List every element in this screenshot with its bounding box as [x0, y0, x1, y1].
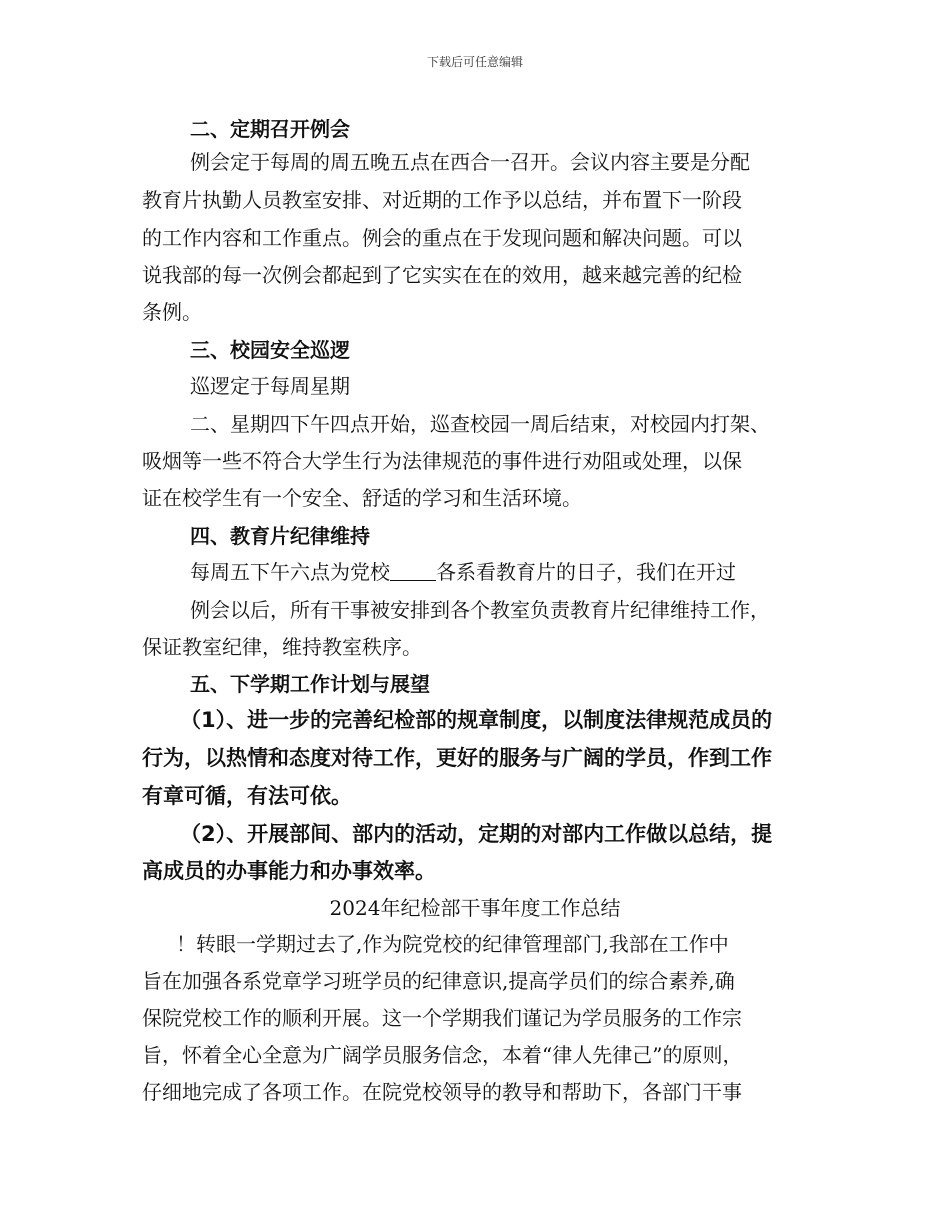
paragraph-line: 保院党校工作的顺利开展。这一个学期我们谨记为学员服务的工作宗	[142, 1006, 742, 1030]
paragraph-line: （2）、开展部间、部内的活动，定期的对部内工作做以总结，提	[180, 822, 773, 846]
paragraph-line: 有章可循，有法可依。	[142, 784, 352, 808]
paragraph-line: 例会定于每周的周五晚五点在西合一召开。会议内容主要是分配	[190, 150, 750, 174]
paragraph-line: 仔细地完成了各项工作。在院党校领导的教导和帮助下，各部门干事	[142, 1080, 742, 1104]
document-title: 2024年纪检部干事年度工作总结	[329, 896, 621, 920]
paragraph-line: 的工作内容和工作重点。例会的重点在于发现问题和解决问题。可以	[142, 226, 742, 250]
paragraph-line: 例会以后，所有干事被安排到各个教室负责教育片纪律维持工作，	[190, 598, 770, 622]
paragraph-line	[190, 558, 736, 586]
section-heading: 三、校园安全巡逻	[190, 338, 350, 362]
paragraph-line: 行为，以热情和态度对待工作，更好的服务与广阔的学员，作到工作	[142, 746, 772, 770]
paragraph-line: （1）、进一步的完善纪检部的规章制度，以制度法律规范成员的	[180, 708, 773, 732]
paragraph-line: 旨在加强各系党章学习班学员的纪律意识,提高学员们的综合素养,确	[142, 969, 735, 993]
section-heading: 四、教育片纪律维持	[190, 524, 370, 548]
paragraph-line: 高成员的办事能力和办事效率。	[142, 859, 436, 883]
paragraph-line: 保证教室纪律，维持教室秩序。	[142, 635, 422, 659]
paragraph-line: 证在校学生有一个安全、舒适的学习和生活环境。	[142, 486, 582, 510]
paragraph-line: 二、星期四下午四点开始，巡查校园一周后结束，对校园内打架、	[190, 412, 770, 436]
section-heading: 五、下学期工作计划与展望	[190, 672, 430, 696]
paragraph-text: 各系看教育片的日子，我们在开过	[436, 560, 736, 584]
paragraph-line: 教育片执勤人员教室安排、对近期的工作予以总结，并布置下一阶段	[142, 188, 742, 212]
header-note: 下载后可任意编辑	[426, 55, 523, 69]
paragraph-line: ！转眼一学期过去了,作为院党校的纪律管理部门,我部在工作中	[176, 932, 729, 956]
section-heading: 二、定期召开例会	[190, 117, 350, 141]
paragraph-text: 每周五下午六点为党校	[190, 560, 390, 584]
paragraph-line: 条例。	[142, 300, 202, 324]
paragraph-line: 吸烟等一些不符合大学生行为法律规范的事件进行劝阻或处理，以保	[142, 449, 742, 473]
paragraph-line: 说我部的每一次例会都起到了它实实在在的效用，越来越完善的纪检	[142, 263, 742, 287]
fill-in-blank	[390, 560, 436, 581]
paragraph-line: 巡逻定于每周星期	[190, 374, 350, 398]
paragraph-line: 旨，怀着全心全意为广阔学员服务信念，本着“律人先律己”的原则，	[142, 1043, 743, 1067]
